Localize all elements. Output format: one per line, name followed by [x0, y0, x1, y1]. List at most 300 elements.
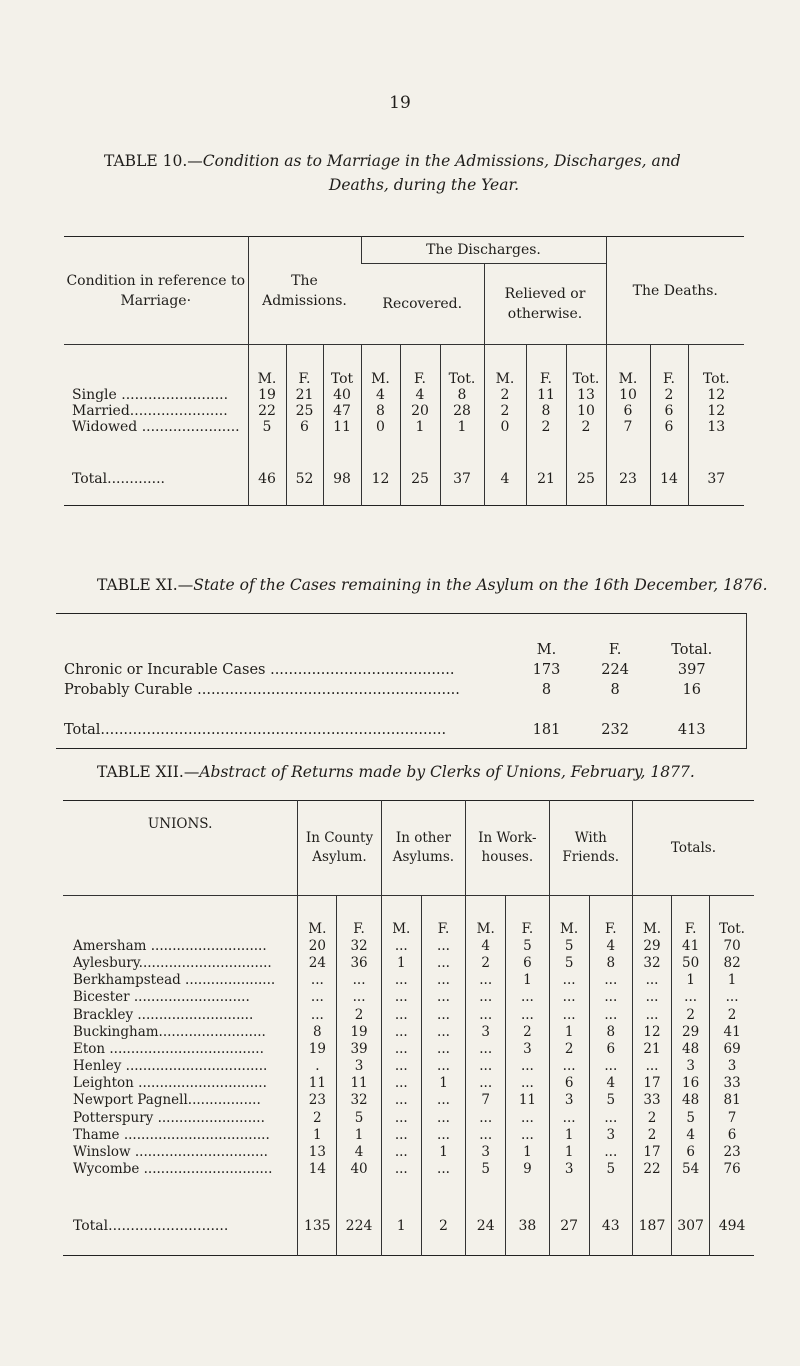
row-label: Buckingham.........................	[73, 1023, 266, 1040]
cell-value: 37	[688, 435, 744, 506]
cell-value: 1	[710, 972, 754, 989]
cell-value: 28	[440, 403, 484, 419]
cell-value: ...	[589, 1109, 632, 1126]
cell-value: ...	[381, 1006, 421, 1023]
cell-value: ...	[421, 989, 465, 1006]
cell-value: 22	[632, 1161, 671, 1178]
cell-value: 8	[526, 403, 566, 419]
remaining-cases-table	[64, 640, 734, 740]
cell-value: 43	[589, 1178, 632, 1256]
union-returns-table	[63, 800, 754, 1256]
cell-value: 12	[688, 403, 744, 419]
cell-value: 5	[466, 1161, 506, 1178]
cell-value: 3	[506, 1040, 549, 1057]
cell-value: 76	[710, 1161, 754, 1178]
cell-value: 11	[298, 1075, 337, 1092]
col-unions: UNIONS.	[63, 801, 298, 896]
cell-value: ...	[337, 972, 381, 989]
cell-value: ...	[632, 989, 671, 1006]
cell-value: ...	[506, 1058, 549, 1075]
cell-value: 82	[710, 954, 754, 971]
sub-header: M.	[606, 345, 650, 388]
cell-value: 2	[710, 1006, 754, 1023]
table10-caption	[104, 149, 744, 197]
col-deaths: The Deaths.	[606, 237, 744, 345]
cell-value: 4	[589, 937, 632, 954]
marriage-condition-table	[64, 236, 744, 506]
cell-value: ...	[337, 989, 381, 1006]
total-row	[64, 435, 744, 506]
cell-value: 40	[337, 1161, 381, 1178]
page-number: 19	[389, 93, 411, 113]
cell-value: ...	[632, 972, 671, 989]
cell-value: ...	[381, 937, 421, 954]
cell-value: 50	[672, 954, 710, 971]
cell-value: 181	[532, 722, 561, 738]
cell-value: 2	[421, 1178, 465, 1256]
cell-value: 11	[323, 419, 361, 435]
sub-header: F.	[650, 345, 688, 388]
cell-value: 1	[506, 972, 549, 989]
table-row	[63, 1143, 754, 1160]
cell-value: 12	[361, 435, 400, 506]
table-row	[63, 1058, 754, 1075]
cell-value: ...	[466, 989, 506, 1006]
col-workhouses: In Work-houses.	[466, 801, 549, 896]
cell-value: 307	[672, 1178, 710, 1256]
sub-header: M.	[381, 896, 421, 938]
col-header: M.	[536, 642, 557, 658]
cell-value: .	[298, 1058, 337, 1075]
cell-value: 1	[440, 419, 484, 435]
table10-caption-title: Condition as to Marriage in the Admissions, Discharges, and	[202, 152, 681, 170]
sub-header: Tot	[323, 345, 361, 388]
cell-value: 52	[286, 435, 323, 506]
cell-value: ...	[506, 1006, 549, 1023]
cell-value: 37	[440, 435, 484, 506]
cell-value: 39	[337, 1040, 381, 1057]
col-relieved: Relieved or otherwise.	[484, 264, 606, 345]
cell-value: 8	[610, 682, 620, 698]
total-label: Total...........................	[73, 1218, 229, 1235]
cell-value: 2	[298, 1109, 337, 1126]
cell-value: 1	[549, 1023, 589, 1040]
cell-value: ...	[298, 972, 337, 989]
cell-value: 0	[484, 419, 526, 435]
cell-value: 4	[672, 1126, 710, 1143]
table12-caption-prefix: TABLE XII.—	[97, 763, 200, 781]
row-label: Chronic or Incurable Cases ........................................	[64, 662, 455, 678]
cell-value: 69	[710, 1040, 754, 1057]
cell-value: 20	[400, 403, 440, 419]
cell-value: ...	[589, 972, 632, 989]
table-row	[63, 1040, 754, 1057]
cell-value: 1	[400, 419, 440, 435]
row-label: Aylesbury...............................	[73, 954, 272, 971]
cell-value: 2	[337, 1006, 381, 1023]
cell-value: ...	[298, 989, 337, 1006]
row-label: Probably Curable .........................................................	[64, 682, 460, 698]
col-other-asylums: In other Asylums.	[381, 801, 465, 896]
sub-header: Tot.	[688, 345, 744, 388]
cell-value: 5	[589, 1092, 632, 1109]
cell-value: 224	[601, 662, 629, 678]
row-label: Widowed ......................	[72, 419, 240, 435]
cell-value: 1	[421, 1143, 465, 1160]
cell-value: ...	[381, 972, 421, 989]
sub-header: M.	[361, 345, 400, 388]
row-label: Married......................	[72, 403, 228, 419]
cell-value: ...	[466, 1006, 506, 1023]
cell-value: ...	[421, 1023, 465, 1040]
row-label: Winslow ...............................	[73, 1144, 268, 1161]
cell-value: 14	[650, 435, 688, 506]
cell-value: 2	[672, 1006, 710, 1023]
cell-value: 33	[710, 1075, 754, 1092]
cell-value: 24	[298, 954, 337, 971]
cell-value: 4	[589, 1075, 632, 1092]
sub-header: F.	[672, 896, 710, 938]
cell-value: 5	[549, 954, 589, 971]
cell-value: ...	[381, 1109, 421, 1126]
col-totals: Totals.	[632, 801, 754, 896]
col-admissions: The Admissions.	[248, 237, 361, 345]
cell-value: 8	[589, 954, 632, 971]
cell-value: 3	[672, 1058, 710, 1075]
cell-value: 5	[589, 1161, 632, 1178]
cell-value: ...	[381, 1040, 421, 1057]
cell-value: ...	[466, 1058, 506, 1075]
cell-value: 6	[606, 403, 650, 419]
cell-value: 32	[632, 954, 671, 971]
cell-value: 14	[298, 1161, 337, 1178]
cell-value: 2	[484, 387, 526, 403]
cell-value: ...	[589, 989, 632, 1006]
cell-value: 1	[672, 972, 710, 989]
cell-value: ...	[381, 1126, 421, 1143]
cell-value: 36	[337, 954, 381, 971]
cell-value: 6	[589, 1040, 632, 1057]
cell-value: 29	[672, 1023, 710, 1040]
cell-value: 13	[566, 387, 606, 403]
cell-value: ...	[466, 1109, 506, 1126]
table10-caption-title-2: Deaths, during the Year.	[328, 176, 520, 194]
table-row	[63, 1092, 754, 1109]
row-label: Bicester ...........................	[73, 989, 250, 1006]
cell-value: 40	[323, 387, 361, 403]
sub-header: M.	[248, 345, 286, 388]
cell-value: 5	[549, 937, 589, 954]
cell-value: ...	[381, 1143, 421, 1160]
cell-value: 4	[484, 435, 526, 506]
cell-value: 5	[337, 1109, 381, 1126]
cell-value: 29	[632, 937, 671, 954]
table-row	[63, 1075, 754, 1092]
table-row	[63, 1161, 754, 1178]
cell-value: ...	[298, 1006, 337, 1023]
table-row	[63, 989, 754, 1006]
cell-value: 98	[323, 435, 361, 506]
cell-value: 70	[710, 937, 754, 954]
row-label: Wycombe ..............................	[73, 1161, 273, 1178]
sub-header: F.	[526, 345, 566, 388]
table11-caption-prefix: TABLE XI.—	[97, 576, 194, 594]
cell-value: ...	[381, 1092, 421, 1109]
cell-value: 1	[506, 1143, 549, 1160]
cell-value: 494	[710, 1178, 754, 1256]
cell-value: 16	[672, 1075, 710, 1092]
cell-value: 10	[566, 403, 606, 419]
remaining-cases-box	[56, 613, 747, 749]
table-row	[64, 419, 744, 435]
table-row	[63, 937, 754, 954]
table-row	[63, 896, 754, 938]
cell-value: 12	[632, 1023, 671, 1040]
cell-value: 4	[361, 387, 400, 403]
sub-header: F.	[421, 896, 465, 938]
cell-value: 135	[298, 1178, 337, 1256]
sub-header: F.	[589, 896, 632, 938]
row-label: Amersham ...........................	[73, 937, 267, 954]
table12-caption-title: Abstract of Returns made by Clerks of Unions, February, 1877.	[199, 763, 695, 781]
table-row	[64, 387, 744, 403]
cell-value: 3	[710, 1058, 754, 1075]
sub-header: M.	[549, 896, 589, 938]
table-row	[64, 403, 744, 419]
cell-value: ...	[506, 1109, 549, 1126]
row-label: Potterspury .........................	[73, 1109, 265, 1126]
cell-value: 6	[286, 419, 323, 435]
sub-header: F.	[286, 345, 323, 388]
table-row	[63, 1023, 754, 1040]
cell-value: ...	[589, 1006, 632, 1023]
table-row	[63, 954, 754, 971]
row-label: Brackley ...........................	[73, 1006, 254, 1023]
table12-caption	[97, 760, 777, 784]
table-row	[63, 1006, 754, 1023]
cell-value: 3	[466, 1143, 506, 1160]
cell-value: ...	[421, 954, 465, 971]
cell-value: ...	[381, 1075, 421, 1092]
table11-caption	[97, 573, 777, 597]
cell-value: 32	[337, 1092, 381, 1109]
cell-value: ...	[506, 989, 549, 1006]
cell-value: ...	[381, 1161, 421, 1178]
cell-value: ...	[672, 989, 710, 1006]
cell-value: 32	[337, 937, 381, 954]
cell-value: 41	[710, 1023, 754, 1040]
cell-value: 16	[682, 682, 701, 698]
cell-value: 7	[606, 419, 650, 435]
cell-value: 5	[506, 937, 549, 954]
cell-value: ...	[632, 1006, 671, 1023]
cell-value: 11	[526, 387, 566, 403]
cell-value: 25	[566, 435, 606, 506]
total-row	[63, 1178, 754, 1256]
cell-value: 23	[606, 435, 650, 506]
table-row	[63, 1126, 754, 1143]
cell-value: ...	[421, 1058, 465, 1075]
cell-value: 2	[650, 387, 688, 403]
cell-value: 3	[589, 1126, 632, 1143]
cell-value: 4	[337, 1143, 381, 1160]
sub-header: F.	[506, 896, 549, 938]
cell-value: 38	[506, 1178, 549, 1256]
cell-value: 13	[688, 419, 744, 435]
cell-value: 48	[672, 1040, 710, 1057]
sub-header: M.	[484, 345, 526, 388]
cell-value: 25	[286, 403, 323, 419]
cell-value: ...	[421, 1126, 465, 1143]
cell-value: 11	[506, 1092, 549, 1109]
cell-value: 3	[337, 1058, 381, 1075]
sub-header: F.	[337, 896, 381, 938]
cell-value: 47	[323, 403, 361, 419]
sub-header: M.	[632, 896, 671, 938]
cell-value: 6	[672, 1143, 710, 1160]
cell-value: 3	[466, 1023, 506, 1040]
cell-value: ...	[589, 1143, 632, 1160]
col-with-friends: With Friends.	[549, 801, 632, 896]
cell-value: 2	[506, 1023, 549, 1040]
cell-value: ...	[381, 989, 421, 1006]
cell-value: 23	[710, 1143, 754, 1160]
cell-value: 6	[506, 954, 549, 971]
sub-header: Tot.	[566, 345, 606, 388]
cell-value: ...	[381, 1023, 421, 1040]
col-recovered: Recovered.	[361, 264, 484, 345]
sub-header: M.	[466, 896, 506, 938]
cell-value: 6	[549, 1075, 589, 1092]
col-header: F.	[608, 642, 622, 658]
total-row	[64, 700, 734, 740]
cell-value: 2	[526, 419, 566, 435]
cell-value: 2	[549, 1040, 589, 1057]
cell-value: ...	[589, 1058, 632, 1075]
cell-value: 173	[532, 662, 561, 678]
table-row	[64, 680, 734, 700]
cell-value: ...	[421, 937, 465, 954]
cell-value: 4	[466, 937, 506, 954]
cell-value: ...	[421, 1161, 465, 1178]
total-label: Total...........................................................................	[64, 722, 447, 738]
cell-value: ...	[549, 1006, 589, 1023]
cell-value: ...	[421, 1040, 465, 1057]
cell-value: 8	[298, 1023, 337, 1040]
cell-value: 21	[286, 387, 323, 403]
cell-value: 2	[566, 419, 606, 435]
cell-value: 7	[466, 1092, 506, 1109]
cell-value: 224	[337, 1178, 381, 1256]
col-header: Total.	[671, 642, 713, 658]
cell-value: 8	[589, 1023, 632, 1040]
cell-value: 187	[632, 1178, 671, 1256]
table-row	[64, 345, 744, 388]
cell-value: 12	[688, 387, 744, 403]
cell-value: 4	[400, 387, 440, 403]
cell-value: 19	[298, 1040, 337, 1057]
cell-value: 17	[632, 1075, 671, 1092]
cell-value: 8	[361, 403, 400, 419]
cell-value: 27	[549, 1178, 589, 1256]
cell-value: ...	[466, 1126, 506, 1143]
cell-value: 11	[337, 1075, 381, 1092]
cell-value: 21	[632, 1040, 671, 1057]
cell-value: 2	[632, 1109, 671, 1126]
row-label: Newport Pagnell.................	[73, 1092, 261, 1109]
table-row	[64, 660, 734, 680]
total-label: Total.............	[72, 471, 165, 487]
cell-value: 22	[248, 403, 286, 419]
cell-value: ...	[466, 1040, 506, 1057]
cell-value: 25	[400, 435, 440, 506]
cell-value: 0	[361, 419, 400, 435]
cell-value: 54	[672, 1161, 710, 1178]
cell-value: 6	[650, 403, 688, 419]
cell-value: 24	[466, 1178, 506, 1256]
cell-value: ...	[506, 1126, 549, 1143]
cell-value: 8	[541, 682, 552, 698]
cell-value: ...	[421, 972, 465, 989]
cell-value: 33	[632, 1092, 671, 1109]
table-row	[63, 972, 754, 989]
cell-value: ...	[421, 1109, 465, 1126]
cell-value: 413	[677, 722, 706, 738]
row-label: Henley .................................	[73, 1058, 268, 1075]
cell-value: 23	[298, 1092, 337, 1109]
table11-caption-title: State of the Cases remaining in the Asylum on the 16th December, 1876.	[193, 576, 768, 594]
cell-value: 2	[484, 403, 526, 419]
cell-value: 1	[381, 1178, 421, 1256]
cell-value: ...	[466, 1075, 506, 1092]
row-label: Thame ..................................	[73, 1126, 270, 1143]
cell-value: ...	[421, 1092, 465, 1109]
cell-value: 21	[526, 435, 566, 506]
cell-value: 19	[337, 1023, 381, 1040]
cell-value: ...	[549, 989, 589, 1006]
cell-value: ...	[466, 972, 506, 989]
cell-value: 20	[298, 937, 337, 954]
cell-value: 3	[549, 1161, 589, 1178]
cell-value: 5	[672, 1109, 710, 1126]
cell-value: 9	[506, 1161, 549, 1178]
cell-value: 3	[549, 1092, 589, 1109]
cell-value: 8	[440, 387, 484, 403]
cell-value: 6	[650, 419, 688, 435]
cell-value: ...	[549, 1109, 589, 1126]
cell-value: 1	[549, 1126, 589, 1143]
row-label: Single ........................	[72, 387, 229, 403]
cell-value: 1	[381, 954, 421, 971]
row-label: Eton ....................................	[73, 1040, 264, 1057]
sub-header: Tot.	[440, 345, 484, 388]
cell-value: 5	[248, 419, 286, 435]
cell-value: ...	[381, 1058, 421, 1075]
cell-value: 48	[672, 1092, 710, 1109]
row-label: Leighton ..............................	[73, 1075, 267, 1092]
col-discharges: The Discharges.	[361, 237, 606, 264]
cell-value: 1	[298, 1126, 337, 1143]
cell-value: 2	[466, 954, 506, 971]
sub-header: Tot.	[710, 896, 754, 938]
cell-value: 1	[421, 1075, 465, 1092]
cell-value: 1	[337, 1126, 381, 1143]
cell-value: 13	[298, 1143, 337, 1160]
col-condition: Condition in reference to Marriage·	[64, 237, 248, 345]
cell-value: 1	[549, 1143, 589, 1160]
cell-value: ...	[549, 972, 589, 989]
cell-value: 41	[672, 937, 710, 954]
